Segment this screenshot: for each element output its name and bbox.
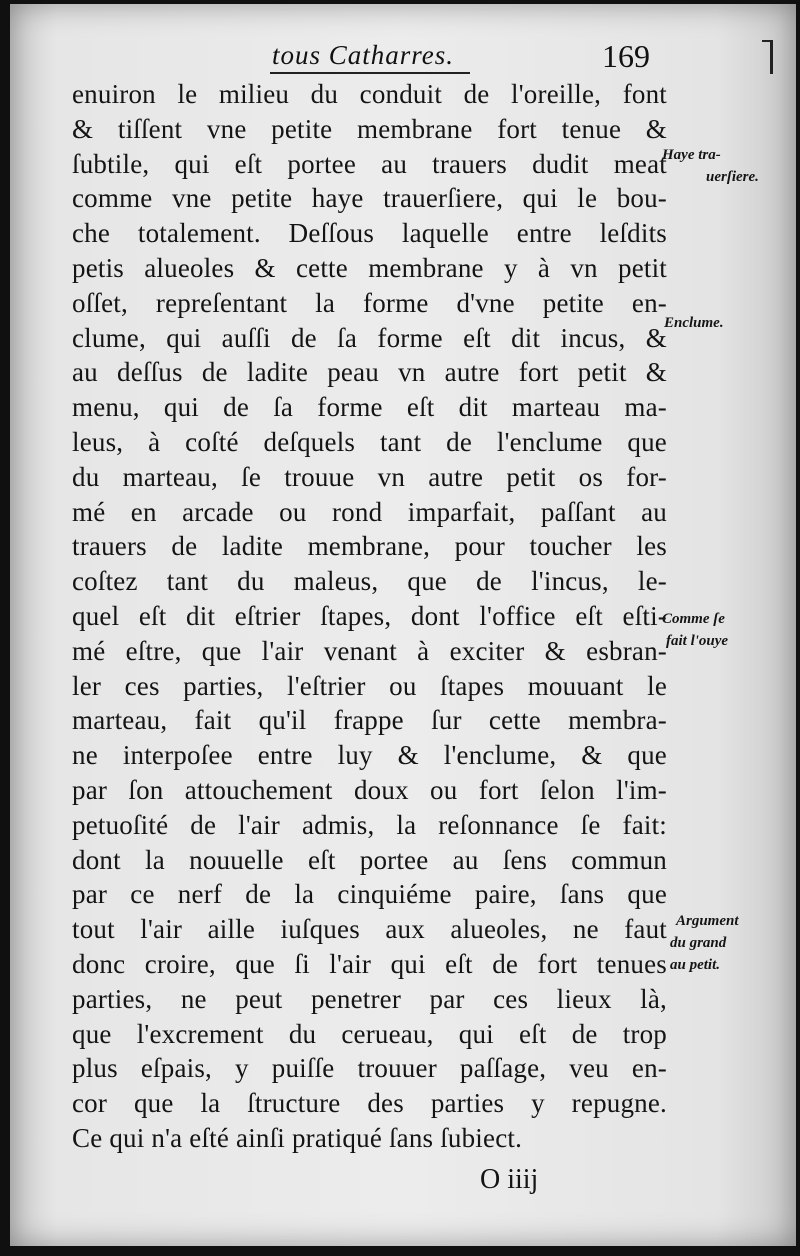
margin-note-comme-se-fait-louye [662, 608, 728, 652]
text-line: che totalement. Deſſous laquelle entre leſdits [72, 218, 667, 249]
body-text [72, 77, 667, 1156]
margin-note-line: Comme ſe [662, 611, 725, 627]
margin-note-haye-traversiere [662, 144, 759, 188]
margin-note-line: Enclume. [664, 315, 724, 331]
text-line: oſſet, repreſentant la forme d'vne petite en- [72, 287, 667, 318]
margin-note-line: uerſiere. [706, 169, 759, 185]
text-line: ne interpoſee entre luy & l'enclume, & que [72, 740, 667, 771]
running-head: tous Catharres. [272, 40, 455, 70]
text-line: clume, qui auſſi de ſa forme eſt dit incus, & [72, 322, 667, 353]
text-line: leus, à coſté deſquels tant de l'enclume que [72, 426, 667, 457]
book-page [10, 4, 796, 1246]
text-line: trauers de ladite membrane, pour toucher les [72, 531, 667, 562]
text-line: ſubtile, qui eſt portee au trauers dudit meat [72, 148, 667, 179]
text-line: que l'excrement du cerueau, qui eſt de trop [72, 1018, 667, 1049]
margin-note-argument-du-grand-au-petit [670, 910, 739, 976]
text-line: par ſon attouchement doux ou fort ſelon l'im- [72, 774, 667, 805]
text-line: petis alueoles & cette membrane y à vn petit [72, 252, 667, 283]
text-line: menu, qui de ſa forme eſt dit marteau ma- [72, 392, 667, 423]
text-line: dont la nouuelle eſt portee au ſens commun [72, 844, 667, 875]
margin-note-line: fait l'ouye [666, 633, 729, 649]
margin-note-line: du grand [670, 935, 727, 951]
text-line: petuoſité de l'air admis, la reſonnance ſe fait: [72, 809, 667, 840]
text-line: du marteau, ſe trouue vn autre petit os for- [72, 461, 667, 492]
text-line: enuiron le milieu du conduit de l'oreille, font [72, 79, 667, 109]
header-rule [270, 72, 470, 74]
corner-bracket-mark [762, 40, 773, 74]
text-line: donc croire, que ſi l'air qui eſt de fort tenues [72, 948, 667, 979]
text-line: quel eſt dit eſtrier ſtapes, dont l'office eſt eſti- [72, 600, 667, 631]
margin-note-line: au petit. [670, 957, 721, 973]
text-line: parties, ne peut penetrer par ces lieux là, [72, 983, 667, 1014]
text-line: tout l'air aille iuſques aux alueoles, ne faut [72, 914, 667, 945]
text-line: & tiſſent vne petite membrane fort tenue & [72, 113, 667, 144]
margin-note-line: Haye tra- [662, 147, 721, 163]
text-line: Ce qui n'a eſté ainſi pratiqué ſans ſubiect. [72, 1122, 523, 1153]
text-line: plus eſpais, y puiſſe trouuer paſſage, veu en- [72, 1053, 667, 1084]
text-line: comme vne petite haye trauerſiere, qui le bou- [72, 183, 667, 214]
text-line: cor que la ſtructure des parties y repugne. [72, 1088, 667, 1119]
text-line: ler ces parties, l'eſtrier ou ſtapes mouuant le [72, 670, 667, 701]
signature-mark: O iiij [480, 1164, 539, 1195]
margin-note-enclume [664, 312, 724, 334]
text-line: par ce nerf de la cinquiéme paire, ſans que [72, 879, 667, 910]
text-line: mé en arcade ou rond imparfait, paſſant au [72, 496, 667, 527]
text-line: coſtez tant du maleus, que de l'incus, le- [72, 566, 667, 597]
text-line: marteau, fait qu'il frappe ſur cette membra- [72, 705, 667, 736]
page-number: 169 [602, 38, 650, 74]
text-line: mé eſtre, que l'air venant à exciter & esbran- [72, 635, 667, 666]
margin-note-line: Argument [676, 913, 739, 929]
show-through-text-bottom [160, 1202, 167, 1227]
text-line: au deſſus de ladite peau vn autre fort petit & [72, 357, 667, 388]
